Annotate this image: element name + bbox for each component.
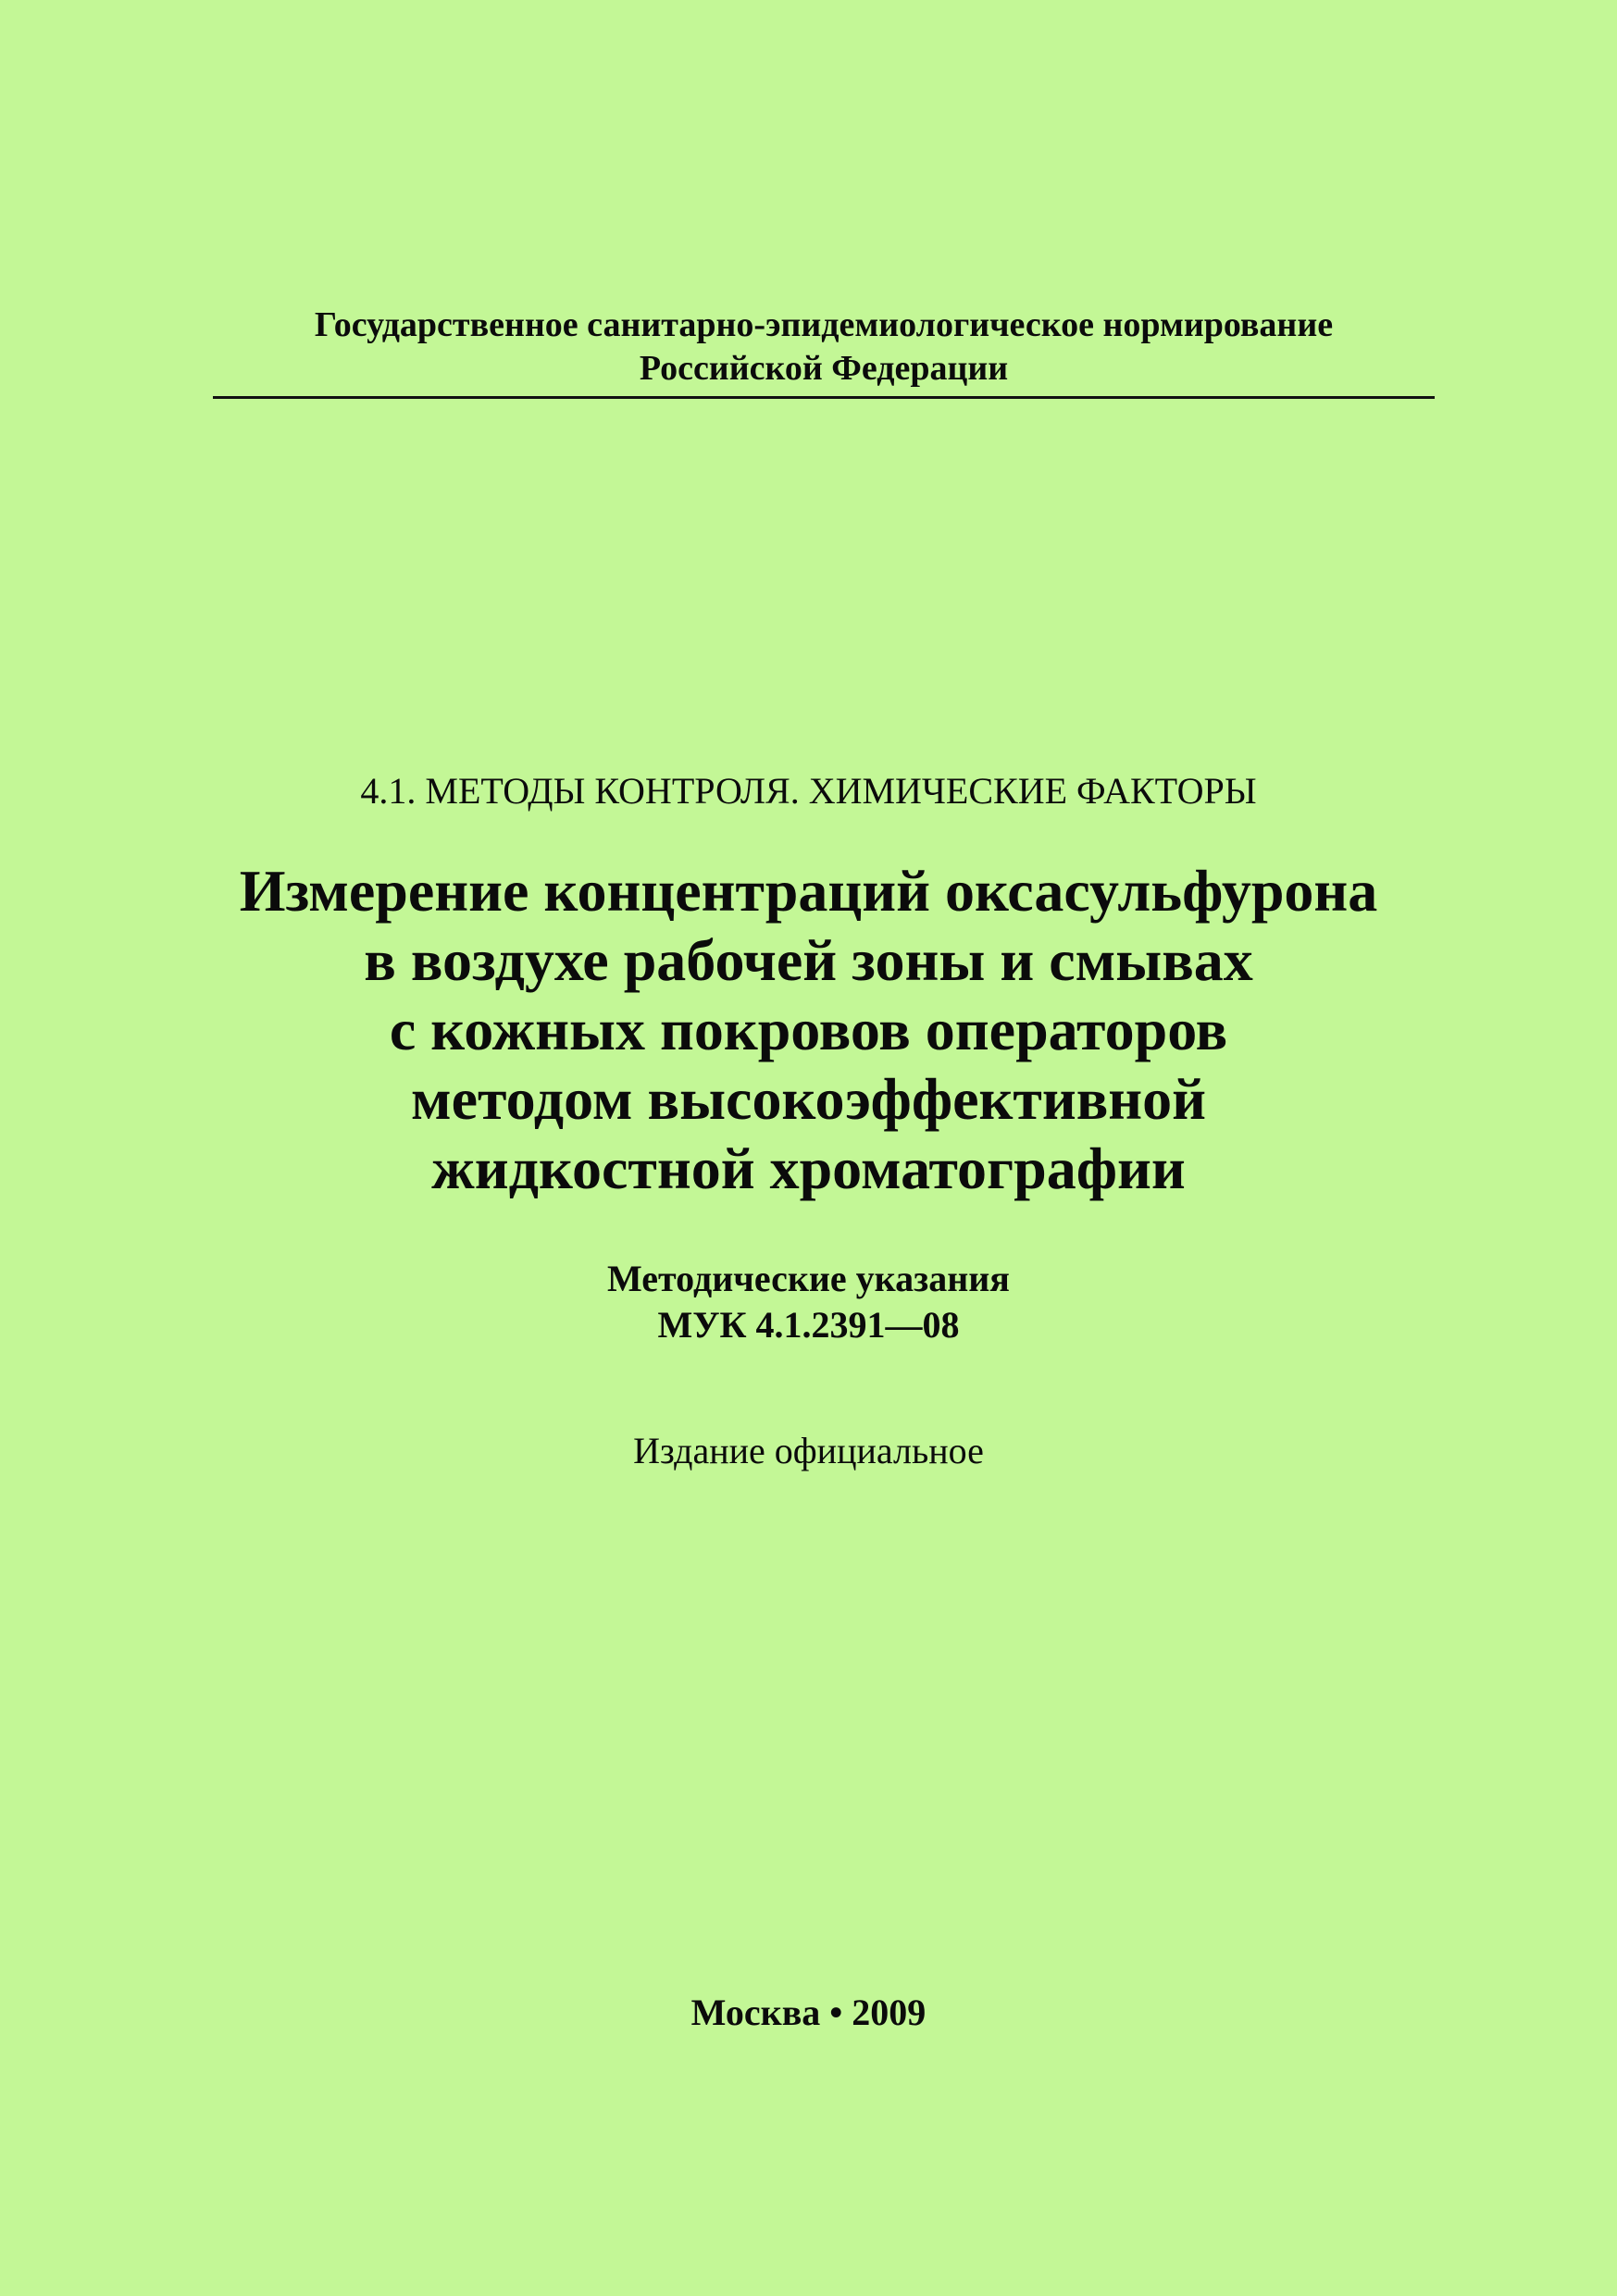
header-line-2: Российской Федерации: [639, 349, 1009, 388]
title-line-5: жидкостной хроматографии: [431, 1136, 1186, 1201]
title-line-1: Измерение концентраций оксасульфурона: [239, 858, 1378, 924]
document-type-label: Методические указания: [607, 1258, 1010, 1299]
document-title: [0, 856, 1617, 1203]
header: [213, 304, 1435, 391]
title-line-3: с кожных покровов операторов: [389, 997, 1228, 1062]
edition-note: Издание официальное: [633, 1430, 984, 1471]
header-line-1: Государственное санитарно-эпидемиологическое нормирование: [314, 305, 1334, 344]
title-line-2: в воздухе рабочей зоны и смывах: [364, 927, 1253, 993]
document-code: МУК 4.1.2391—08: [657, 1304, 960, 1346]
header-divider: [213, 396, 1435, 399]
document-type: [0, 1256, 1617, 1348]
section-heading: 4.1. МЕТОДЫ КОНТРОЛЯ. ХИМИЧЕСКИЕ ФАКТОРЫ: [360, 770, 1257, 812]
imprint: Москва • 2009: [690, 1992, 927, 2033]
title-line-4: методом высокоэффективной: [411, 1066, 1206, 1132]
